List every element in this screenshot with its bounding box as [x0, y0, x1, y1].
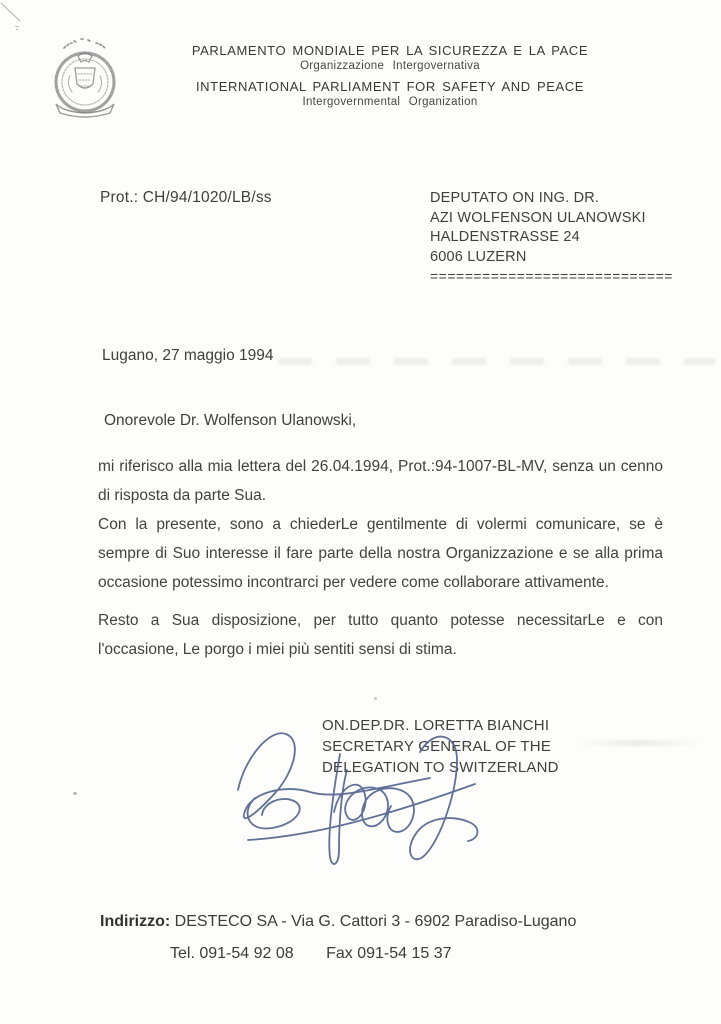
recipient-address-block	[430, 189, 673, 287]
footer-contact-line	[170, 945, 452, 963]
body-paragraph-2: Con la presente, sono a chiederLe gentilmente di volermi comunicare, se è sempre di Suo interesse il fare parte della nostra Organizzazione e se alla prima occasione potessimo incontrarci per vedere come collaborare attivamente.	[98, 516, 663, 591]
org-subtitle-italian: Organizzazione Intergovernativa	[300, 60, 480, 72]
dateline: Lugano, 27 maggio 1994	[102, 347, 274, 364]
protocol-reference: Prot.: CH/94/1020/LB/ss	[100, 189, 272, 206]
body-paragraph-3: Resto a Sua disposizione, per tutto quanto potesse necessitarLe e con l'occasione, Le porgo i miei più sentiti sensi di stima.	[98, 612, 663, 658]
scan-streak	[575, 740, 703, 746]
recipient-name: AZI WOLFENSON ULANOWSKI	[430, 209, 646, 226]
recipient-street: HALDENSTRASSE 24	[430, 229, 580, 245]
org-name-italian: PARLAMENTO MONDIALE PER LA SICUREZZA E LA PACE	[191, 43, 589, 58]
signer-title-line1: SECRETARY GENERAL OF THE	[322, 738, 552, 755]
address-separator: ============================	[430, 268, 673, 284]
handwritten-signature	[224, 718, 486, 882]
footer-address-value: DESTECO SA - Via G. Cattori 3 - 6902 Paradiso-Lugano	[174, 913, 577, 930]
scan-crease-mark	[0, 0, 46, 40]
org-name-english: INTERNATIONAL PARLIAMENT FOR SAFETY AND PEACE	[195, 79, 585, 94]
scan-speck	[73, 792, 77, 795]
recipient-title: DEPUTATO ON ING. DR.	[430, 190, 600, 206]
letterhead	[150, 42, 630, 110]
footer-fax: Fax 091-54 15 37	[326, 945, 452, 962]
signer-name: ON.DEP.DR. LORETTA BIANCHI	[322, 717, 550, 734]
footer-telephone: Tel. 091-54 92 08	[170, 945, 294, 962]
recipient-city: 6006 LUZERN	[430, 248, 527, 265]
footer-address-line	[100, 913, 576, 931]
organization-seal-icon	[44, 36, 126, 124]
body-paragraph-1: mi riferisco alla mia lettera del 26.04.1994, Prot.:94-1007-BL-MV, senza un cenno di risposta da parte Sua.	[98, 458, 663, 504]
footer-address-label: Indirizzo:	[100, 913, 171, 930]
letter-body	[98, 452, 663, 664]
signer-title-line2: DELEGATION TO SWITZERLAND	[322, 759, 559, 776]
scan-streak	[278, 358, 716, 365]
scan-speck	[374, 697, 377, 700]
salutation: Onorevole Dr. Wolfenson Ulanowski,	[104, 412, 357, 429]
org-subtitle-english: Intergovernmental Organization	[302, 96, 478, 108]
